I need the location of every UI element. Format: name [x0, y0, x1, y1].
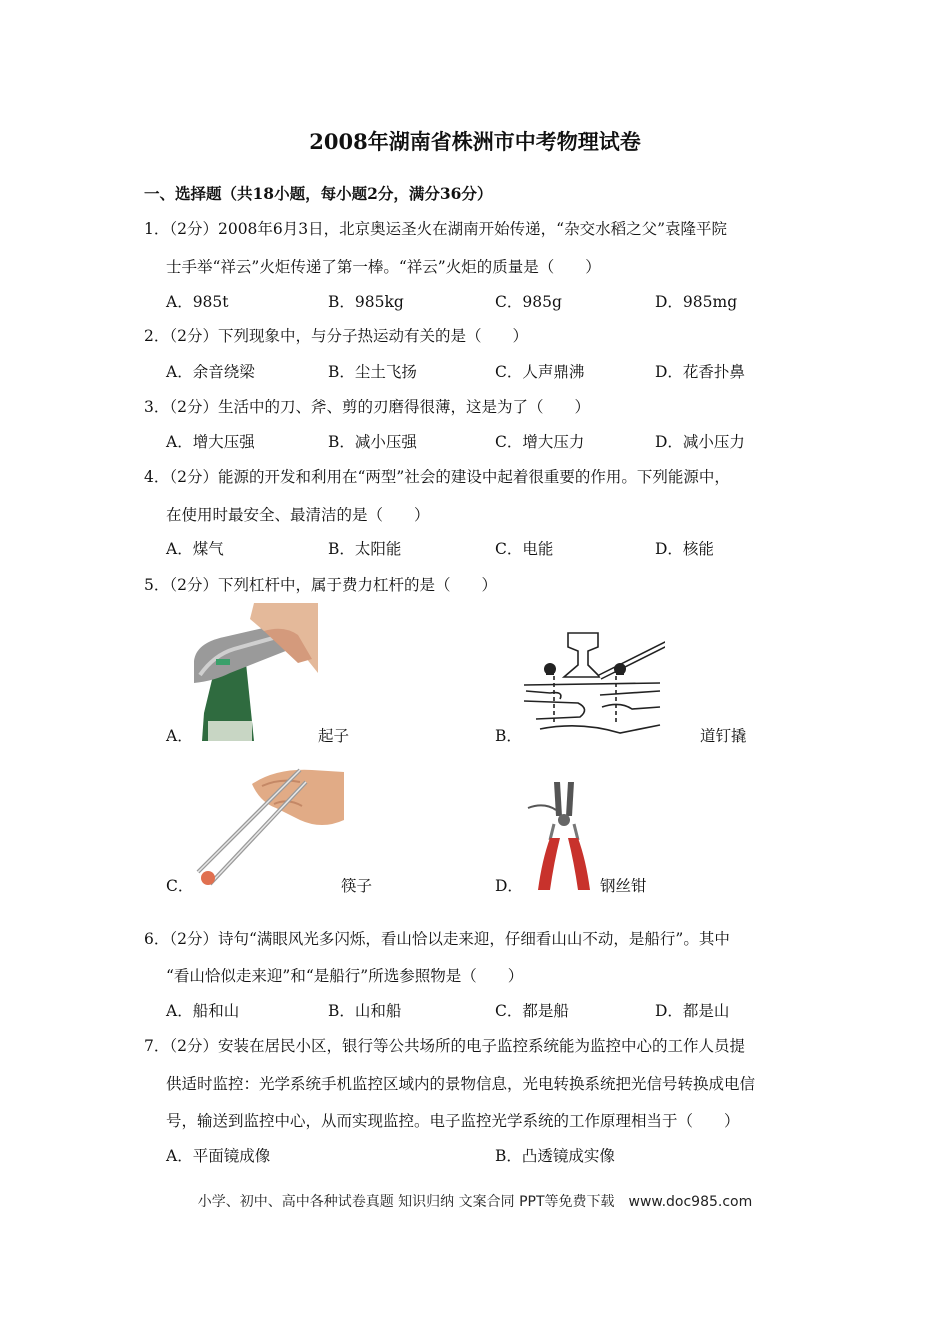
bottle-opener-image [194, 603, 318, 741]
question-5-option-a: A． [166, 727, 193, 745]
question-7-line-3: 号，输送到监控中心，从而实现监控。电子监控光学系统的工作原理相当于（ ） [166, 1112, 740, 1130]
question-5-caption-d: 钢丝钳 [600, 877, 647, 895]
question-6-option-c: C．都是船 [495, 1002, 569, 1020]
question-5-option-b: B． [495, 727, 522, 745]
question-7-option-b: B．凸透镜成实像 [495, 1147, 615, 1165]
page-title: 2008年湖南省株洲市中考物理试卷 [309, 129, 641, 154]
question-2-option-d: D．花香扑鼻 [655, 363, 745, 381]
question-1-line-2: 士手举“祥云”火炬传递了第一棒。“祥云”火炬的质量是（ ） [166, 258, 601, 276]
question-4-line-1: 4．（2分）能源的开发和利用在“两型”社会的建设中起着很重要的作用。下列能源中， [144, 468, 730, 486]
question-4-line-2: 在使用时最安全、最清洁的是（ ） [166, 506, 430, 524]
question-1-option-b: B．985kg [328, 293, 404, 311]
question-7-option-a: A．平面镜成像 [166, 1147, 271, 1165]
question-6-line-1: 6．（2分）诗句“满眼风光多闪烁，看山恰以走来迎，仔细看山山不动，是船行”。其中 [144, 930, 730, 948]
question-5-caption-c: 筷子 [341, 877, 373, 895]
question-5-line-1: 5．（2分）下列杠杆中，属于费力杠杆的是（ ） [144, 576, 497, 594]
question-2-option-b: B．尘土飞扬 [328, 363, 417, 381]
question-4-option-a: A．煤气 [166, 540, 224, 558]
question-7-line-2: 供适时监控：光学系统手机监控区域内的景物信息，光电转换系统把光信号转换成电信 [166, 1075, 756, 1093]
question-1-option-a: A．985t [166, 293, 229, 311]
question-2-option-a: A．余音绕梁 [166, 363, 255, 381]
chopsticks-image [192, 764, 344, 892]
question-6-option-d: D．都是山 [655, 1002, 730, 1020]
question-7-line-1: 7．（2分）安装在居民小区，银行等公共场所的电子监控系统能为监控中心的工作人员提 [144, 1037, 745, 1055]
question-2-line-1: 2．（2分）下列现象中，与分子热运动有关的是（ ） [144, 327, 528, 345]
question-4-option-b: B．太阳能 [328, 540, 402, 558]
question-3-option-a: A．增大压强 [166, 433, 255, 451]
question-3-line-1: 3．（2分）生活中的刀、斧、剪的刃磨得很薄，这是为了（ ） [144, 398, 590, 416]
question-3-option-b: B．减小压强 [328, 433, 417, 451]
question-6-line-2: “看山恰似走来迎”和“是船行”所选参照物是（ ） [166, 967, 524, 985]
question-5-option-d: D． [495, 877, 523, 895]
question-5-caption-a: 起子 [318, 727, 350, 745]
question-4-option-c: C．电能 [495, 540, 554, 558]
question-4-option-d: D．核能 [655, 540, 714, 558]
question-6-option-a: A．船和山 [166, 1002, 240, 1020]
question-6-option-b: B．山和船 [328, 1002, 402, 1020]
wire-pliers-image [524, 780, 604, 892]
section-heading: 一、选择题（共18小题，每小题2分，满分36分） [144, 184, 493, 203]
rail-spike-lever-image [520, 625, 665, 737]
question-5-option-c: C． [166, 877, 194, 895]
question-5-caption-b: 道钉撬 [700, 727, 747, 745]
page-footer: 小学、初中、高中各种试卷真题 知识归纳 文案合同 PPT等免费下载 www.doc985.com [197, 1194, 753, 1210]
question-1-line-1: 1．（2分）2008年6月3日，北京奥运圣火在湖南开始传递，“杂交水稻之父”袁隆平院 [144, 220, 727, 238]
question-1-option-d: D．985mg [655, 293, 738, 311]
question-1-option-c: C．985g [495, 293, 562, 311]
question-2-option-c: C．人声鼎沸 [495, 363, 585, 381]
question-3-option-c: C．增大压力 [495, 433, 585, 451]
question-3-option-d: D．减小压力 [655, 433, 745, 451]
